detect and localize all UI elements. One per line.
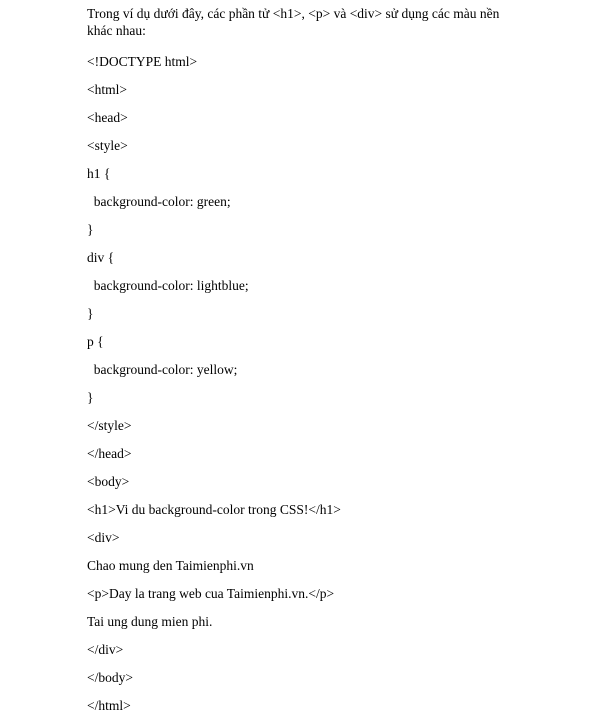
code-line: background-color: yellow; (87, 362, 238, 377)
code-line: p { (87, 334, 104, 349)
intro-paragraph: Trong ví dụ dưới đây, các phần tử <h1>, <p> và <div> sử dụng các màu nền khác nhau: (87, 6, 500, 38)
code-line: } (87, 306, 94, 321)
code-line: </div> (87, 642, 124, 657)
code-line: } (87, 222, 94, 237)
code-line: Chao mung den Taimienphi.vn (87, 558, 254, 573)
code-line: background-color: lightblue; (87, 278, 249, 293)
code-line: <!DOCTYPE html> (87, 54, 198, 69)
code-line: <style> (87, 138, 128, 153)
code-line: h1 { (87, 166, 111, 181)
code-line: <body> (87, 474, 130, 489)
code-line: } (87, 390, 94, 405)
code-line: <p>Day la trang web cua Taimienphi.vn.</p> (87, 586, 335, 601)
code-line: </style> (87, 418, 132, 433)
code-line: <div> (87, 530, 120, 545)
code-line: </head> (87, 446, 132, 461)
code-line: Tai ung dung mien phi. (87, 614, 213, 629)
code-line: </html> (87, 698, 131, 713)
code-line: </body> (87, 670, 133, 685)
code-line: <html> (87, 82, 127, 97)
code-line: background-color: green; (87, 194, 231, 209)
code-line: div { (87, 250, 115, 265)
code-line: <head> (87, 110, 128, 125)
code-line: <h1>Vi du background-color trong CSS!</h1> (87, 502, 341, 517)
